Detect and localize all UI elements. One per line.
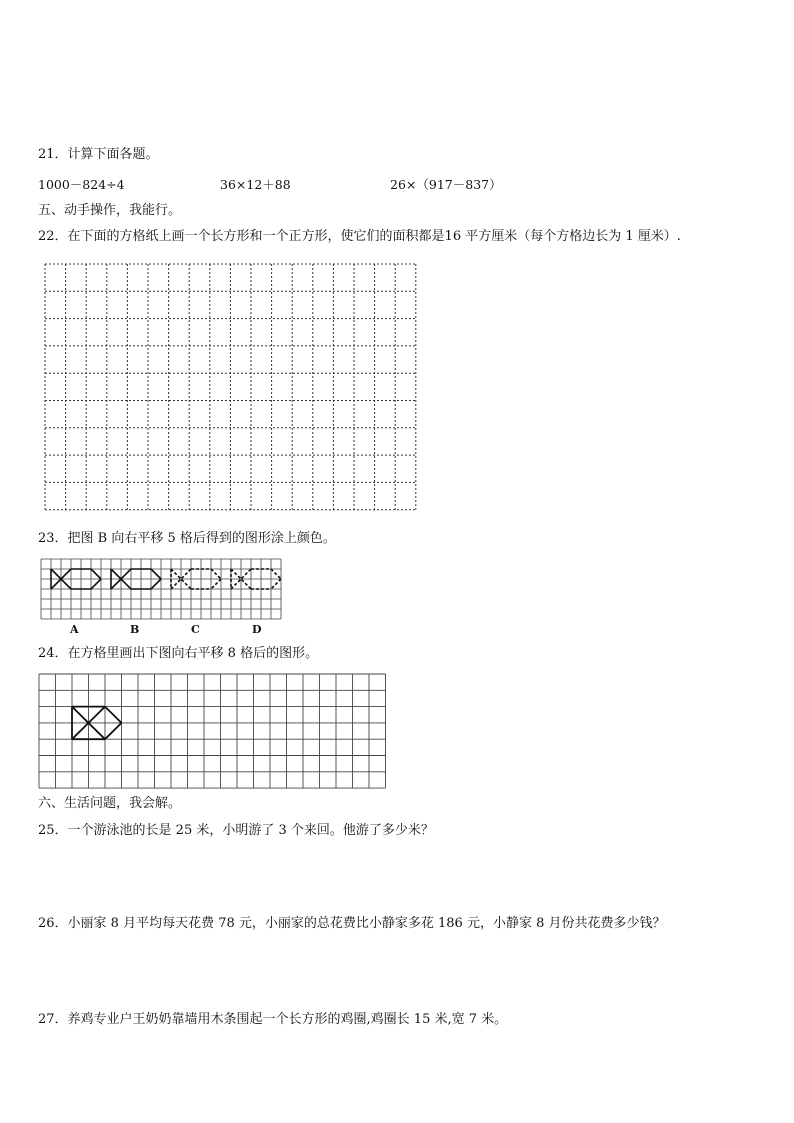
- q23-title: 23．把图 B 向右平移 5 格后得到的图形涂上颜色。: [38, 531, 336, 546]
- q21-expression-2: 36×12＋88: [220, 177, 291, 192]
- q23-label-a: A: [70, 623, 79, 636]
- q25-title: 25．一个游泳池的长是 25 米，小明游了 3 个来回。他游了多少米？: [38, 823, 434, 838]
- q26-title: 26．小丽家 8 月平均每天花费 78 元，小丽家的总花费比小静家多花 186 元，小静家 8 月份共花费多少钱？: [38, 916, 666, 931]
- q22-dotted-grid: [44, 263, 418, 512]
- q21-title: 21．计算下面各题。: [38, 147, 159, 162]
- q22-title: 22．在下面的方格纸上画一个长方形和一个正方形，使它们的面积都是16 平方厘米（每个方格边长为 1 厘米）.: [38, 229, 681, 244]
- q23-label-b: B: [130, 623, 140, 636]
- q23-label-c: C: [191, 623, 200, 636]
- q27-title: 27．养鸡专业户王奶奶靠墙用木条围起一个长方形的鸡圈,鸡圈长 15 米,宽 7 米。: [38, 1012, 508, 1027]
- q21-expression-1: 1000－824÷4: [38, 177, 125, 192]
- q23-label-d: D: [252, 623, 262, 636]
- q23-figure-grid: [40, 558, 282, 620]
- section-5-title: 五、动手操作，我能行。: [38, 203, 182, 218]
- q24-title: 24．在方格里画出下图向右平移 8 格后的图形。: [38, 646, 319, 661]
- section-6-title: 六、生活问题，我会解。: [38, 796, 182, 811]
- q24-figure-grid: [38, 673, 388, 789]
- q21-expression-3: 26×（917－837）: [390, 177, 502, 192]
